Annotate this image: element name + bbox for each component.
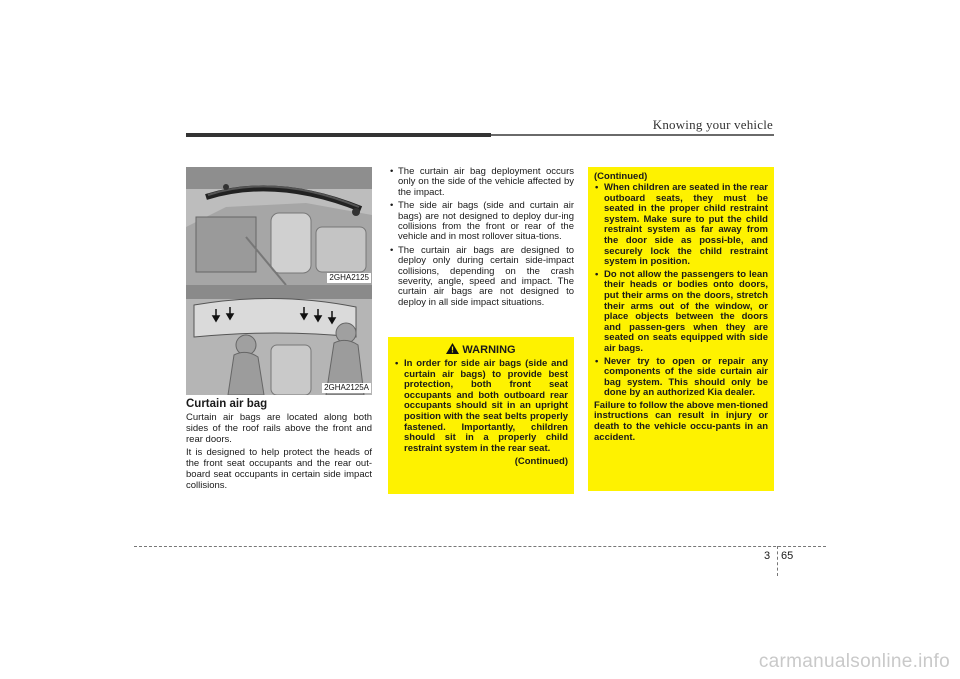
warning-label: WARNING (462, 344, 516, 356)
warning-title (394, 343, 568, 356)
car-interior-drawing-top (186, 167, 372, 285)
watermark: carmanualsonline.info (758, 651, 950, 672)
warning-item: • When children are seated in the rear outboard seats, they must be seated in the proper child restraint system. Make sure to put the child restraint system as far away from the door side as possi-ble, and securely lock the child restraint system in position. (594, 183, 768, 268)
warning-item: • In order for side air bags (side and curtain air bags) to provide best protection, both front seat occupants and both outboard rear occupants should sit in an upright position with the seat belts properly fastened. Importantly, children should sit in a properly child restraint system in the rear seat. (394, 359, 568, 454)
note-item: • The side air bags (side and curtain air bags) are not designed to deploy dur-ing collisions from the front or rear of the vehicle and in most rollover situa-tions. (388, 201, 574, 243)
curtain-airbag-notes (388, 167, 574, 311)
warning-item: • Do not allow the passengers to lean their heads or bodies onto doors, put their arms on the doors, stretch their arms out of the window, or place objects between the doors and passen-gers when they are seated on seats equipped with side air bags. (594, 270, 768, 355)
note-item: • The curtain air bags are designed to deploy only during certain side-impact collisions, depending on the crash severity, angle, speed and impact. The curtain air bags are not designed to deploy in all side impact situations. (388, 246, 574, 308)
page-number: 65 (781, 550, 794, 562)
figure-code: 2GHA2125 (329, 273, 369, 282)
page-divider (777, 546, 778, 576)
paragraph: Curtain air bags are located along both sides of the roof rails above the front and rear doors. (186, 412, 372, 445)
warning-box (388, 337, 574, 494)
footer-rule (134, 546, 826, 547)
paragraph: It is designed to help protect the heads of the front seat occupants and the rear out-board seat occupants in certain side impact collisions. (186, 447, 372, 491)
note-item: • The curtain air bag deployment occurs only on the side of the vehicle affected by the impact. (388, 167, 574, 198)
header-rule-accent (186, 133, 491, 137)
continued-label: (Continued) (594, 171, 648, 182)
curtain-airbag-illustration-deployed (186, 285, 372, 395)
figure-code: 2GHA2125A (324, 383, 369, 392)
curtain-airbag-section (186, 398, 372, 493)
car-interior-drawing-deployed (186, 285, 372, 395)
warning-closing: Failure to follow the above men-tioned instructions can result in injury or death to the vehicle occu-pants in an accident. (594, 399, 768, 443)
curtain-airbag-illustration-top (186, 167, 372, 285)
section-title: Knowing your vehicle (652, 117, 773, 132)
warning-item: • Never try to open or repair any components of the side curtain air bag system. This should only be done by an authorized Kia dealer. (594, 357, 768, 399)
warning-triangle-icon (446, 343, 459, 354)
chapter-number: 3 (764, 550, 771, 562)
continued-label: (Continued) (514, 456, 568, 468)
warning-continued-box (588, 167, 774, 491)
section-heading: Curtain air bag (186, 398, 268, 410)
